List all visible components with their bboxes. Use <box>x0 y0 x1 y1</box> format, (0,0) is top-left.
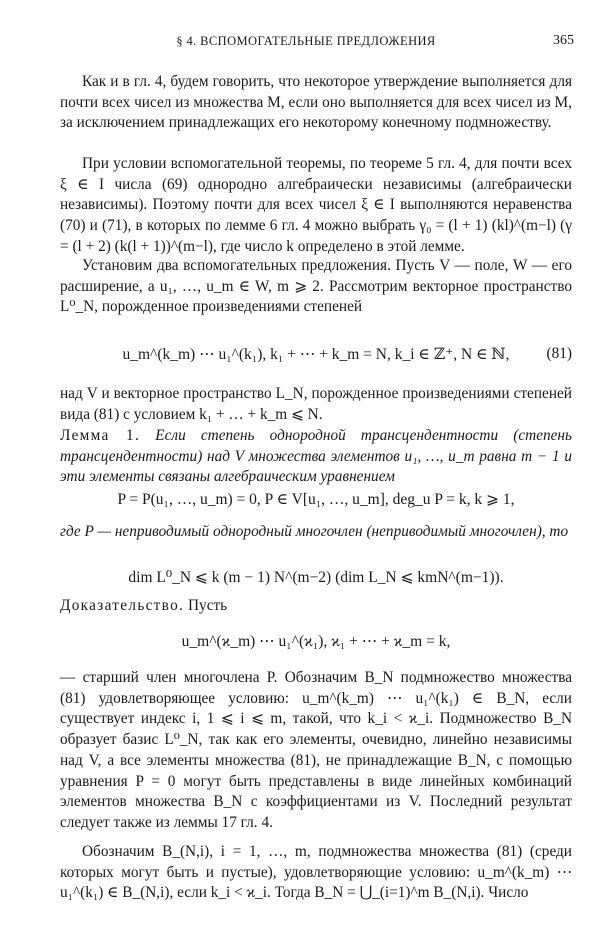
equation-dim: dim L⁰_N ⩽ k (m − 1) N^(m−2) (dim L_N ⩽ kmN^(m−1)). <box>128 569 504 586</box>
paragraph-8: — старший член многочлена P. Обозначим B_N подмножество множества (81) удовлетворяющее условию: u_m^(k_m) ⋯ u₁^(k₁) ∈ B_N, если существует индекс i, 1 ⩽ i ⩽ m, такой, что k_i < ϰ_i. Подмножество B_N образует базис L⁰_N, так как его элементы, очевидно, линейно независимы над V, а все элементы множества (81), не принадлежащие B_N, с помощью уравнения P = 0 могут быть представлены в виде линейных комбинаций элементов множества B_N с коэффициентами из V. Последний результат следует также из леммы 17 гл. 4. <box>60 669 572 831</box>
proof-label: Доказательство. <box>60 597 185 614</box>
running-header-title: § 4. ВСПОМОГАТЕЛЬНЫЕ ПРЕДЛОЖЕНИЯ <box>176 34 436 48</box>
paragraph-6: где P — неприводимый однородный многочлен (неприводимый многочлен), то <box>60 523 569 540</box>
lemma-1 <box>60 426 572 488</box>
paragraph-9: Обозначим B_(N,i), i = 1, …, m, подмножества множества (81) (среди которых могут быть и пустые), удовлетворяющие условию: u_m^(k_m) ⋯ u₁^(k₁) ∈ B_(N,i), если k_i < ϰ_i. Тогда B_N = ⋃_(i=1)^m B_(N,i). Число <box>60 843 572 902</box>
lemma-label: Лемма 1. <box>60 427 141 444</box>
equation-leading-term: u_m^(ϰ_m) ⋯ u₁^(ϰ₁), ϰ₁ + ⋯ + ϰ_m = k, <box>181 633 451 650</box>
paragraph-3: Установим два вспомогательных предложения. Пусть V — поле, W — его расширение, а u₁, …, u_m ∈ W, m ⩾ 2. Рассмотрим векторное пространство L⁰_N, порожденное произведениями степеней <box>60 257 572 316</box>
proof-start <box>60 596 572 617</box>
equation-P: P = P(u₁, …, u_m) = 0, P ∈ V[u₁, …, u_m], deg_u P = k, k ⩾ 1, <box>117 491 515 508</box>
paragraph-2: При условии вспомогательной теоремы, по теореме 5 гл. 4, для почти всех ξ ∈ I числа (69) однородно алгебраически независимы (алгебраически независимы). Поэтому почти для всех чисел ξ ∈ I выполняются неравенства (70) и (71), в которых по лемме 6 гл. 4 можно выбрать γ₀ = (l + 1) (kl)^(m−l) (γ = (l + 2) (k(l + 1))^(m−l), где число k определено в этой лемме. <box>60 155 572 255</box>
equation-81-number: (81) <box>546 345 572 362</box>
equation-81: u_m^(k_m) ⋯ u₁^(k₁), k₁ + ⋯ + k_m = N, k_i ∈ ℤ⁺, N ∈ ℕ, <box>122 346 510 363</box>
page-number: 365 <box>553 33 574 48</box>
lemma-statement: Если степень однородной трансцендентности (степень трансцендентности) над V множества элементов u₁, …, u_m равна m − 1 и эти элементы связаны алгебраическим уравнением <box>60 427 572 486</box>
paragraph-1: Как и в гл. 4, будем говорить, что некоторое утверждение выполняется для почти всех чисел из множества M, если оно выполняется для всех чисел из M, за исключением принадлежащих его некоторому конечному подмножеству. <box>60 73 572 132</box>
paragraph-4: над V и векторное пространство L_N, порожденное произведениями степеней вида (81) с условием k₁ + … + k_m ⩽ N. <box>60 385 572 423</box>
proof-start-text: Пусть <box>188 597 228 614</box>
